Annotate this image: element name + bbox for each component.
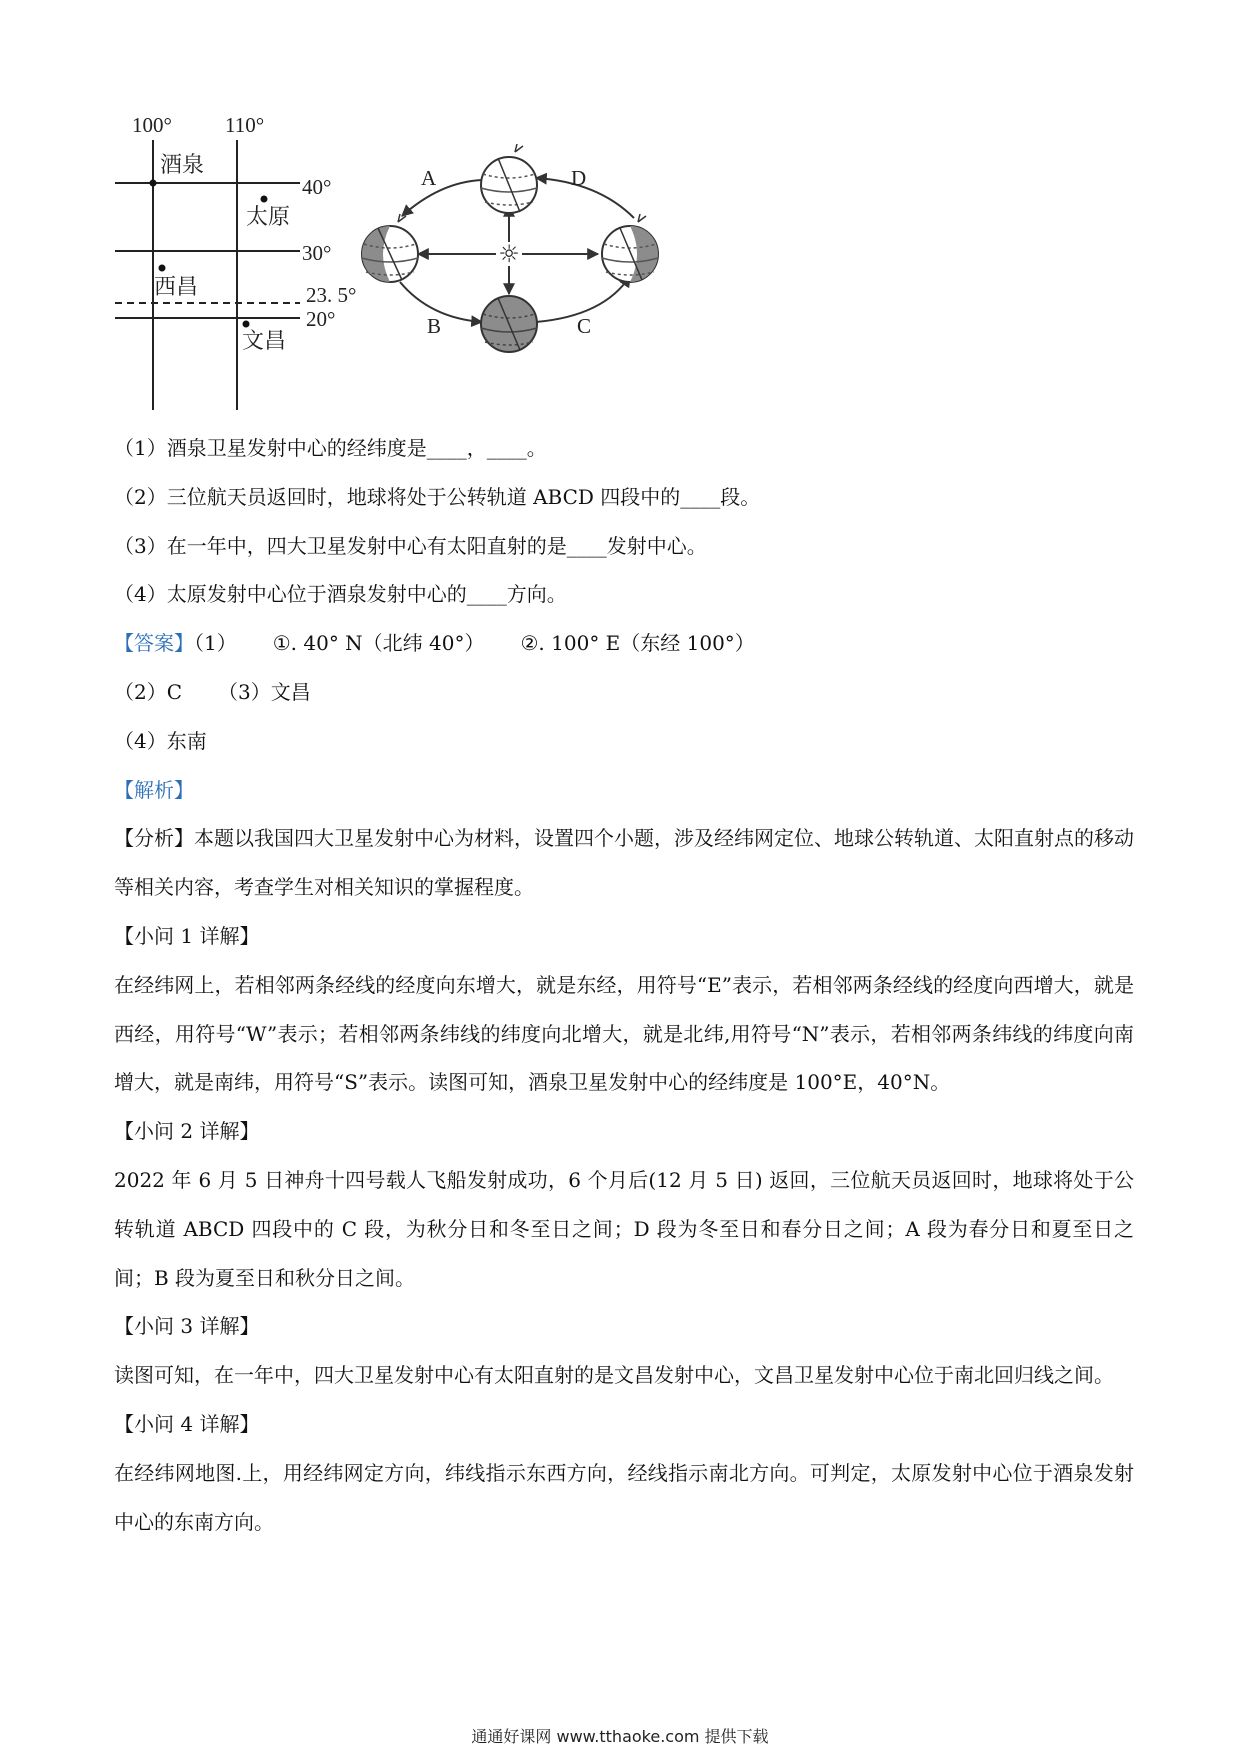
place-dot-jiuquan (150, 180, 157, 187)
place-dot-taiyuan (261, 196, 268, 203)
lon-label-110: 110° (225, 113, 265, 137)
page-footer: 通通好课网 www.tthaoke.com 提供下载 (471, 1727, 769, 1746)
section-1-body: 在经纬网上，若相邻两条经线的经度向东增大，就是东经，用符号“E”表示，若相邻两条经线的经度向西增大，就是西经，用符号“W”表示；若相邻两条纬线的纬度向北增大，就是北纬,用符号“N”表示，若相邻两条纬线的纬度向南增大，就是南纬，用符号“S”表示。读图可知，酒泉卫星发射中心的经纬度是 100°E，40°N。 (114, 972, 1134, 1095)
answer-line-2 (114, 668, 1134, 717)
question-4: （4）太原发射中心位于酒泉发射中心的____方向。 (114, 582, 567, 607)
section-3-body: 读图可知，在一年中，四大卫星发射中心有太阳直射的是文昌发射中心，文昌卫星发射中心位于南北回归线之间。 (114, 1363, 1114, 1388)
lat-label-23-5: 23. 5° (306, 283, 357, 307)
analysis-intro: 【分析】本题以我国四大卫星发射中心为材料，设置四个小题，涉及经纬网定位、地球公转轨道、太阳直射点的移动等相关内容，考查学生对相关知识的掌握程度。 (114, 826, 1134, 900)
section-4-heading: 【小问 4 详解】 (114, 1411, 260, 1436)
question-content (114, 424, 1134, 1546)
orbit-diagram (362, 144, 658, 352)
place-dot-wenchang (243, 321, 250, 328)
place-label-xichang: 西昌 (154, 275, 199, 300)
lat-lon-grid (115, 140, 300, 410)
section-4-body: 在经纬网地图.上，用经纬网定方向，纬线指示东西方向，经线指示南北方向。可判定，太原发射中心位于酒泉发射中心的东南方向。 (114, 1460, 1134, 1534)
segment-label-c: C (577, 314, 592, 338)
earth-bottom (481, 296, 537, 352)
segment-label-d: D (571, 166, 587, 190)
question-1: （1）酒泉卫星发射中心的经纬度是____，____。 (114, 436, 547, 460)
lon-label-100: 100° (132, 113, 172, 137)
earth-left (362, 214, 418, 282)
question-3: （3）在一年中，四大卫星发射中心有太阳直射的是____发射中心。 (114, 533, 707, 558)
place-label-jiuquan: 酒泉 (160, 153, 205, 178)
earth-right (602, 214, 658, 282)
figure (110, 110, 760, 420)
answer-line-1 (114, 619, 1134, 668)
segment-label-b: B (427, 314, 442, 338)
answer-2: （2）C (114, 679, 183, 704)
sun-icon: ☼ (498, 240, 520, 268)
segment-label-a: A (421, 166, 437, 190)
place-label-taiyuan: 太原 (246, 205, 291, 230)
answer-1-prefix: （1） (194, 631, 237, 656)
answer-1b: ②. 100° E（东经 100°） (520, 631, 755, 656)
lat-label-40: 40° (302, 175, 332, 199)
orbit-arc-a (402, 180, 482, 216)
question-2: （2）三位航天员返回时，地球将处于公转轨道 ABCD 四段中的____段。 (114, 484, 761, 509)
section-1-heading: 【小问 1 详解】 (114, 923, 260, 948)
answer-3: （3）文昌 (218, 679, 311, 704)
place-dot-xichang (159, 265, 166, 272)
answer-4: （4）东南 (114, 728, 207, 753)
analysis-tag: 【解析】 (114, 777, 194, 802)
lat-label-20: 20° (306, 307, 336, 331)
section-2-heading: 【小问 2 详解】 (114, 1119, 260, 1144)
earth-top (481, 144, 537, 213)
place-label-wenchang: 文昌 (242, 329, 287, 354)
lat-label-30: 30° (302, 241, 332, 265)
answer-1a: ①. 40° N（北纬 40°） (272, 631, 485, 656)
answer-tag: 【答案】 (114, 631, 194, 656)
section-2-body: 2022 年 6 月 5 日神舟十四号载人飞船发射成功，6 个月后(12 月 5 日) 返回，三位航天员返回时，地球将处于公转轨道 ABCD 四段中的 C 段，为秋分日和冬至日之间；D 段为冬至日和春分日之间；A 段为春分日和夏至日之间；B 段为夏至日和秋分日之间。 (114, 1167, 1134, 1290)
section-3-heading: 【小问 3 详解】 (114, 1314, 260, 1339)
